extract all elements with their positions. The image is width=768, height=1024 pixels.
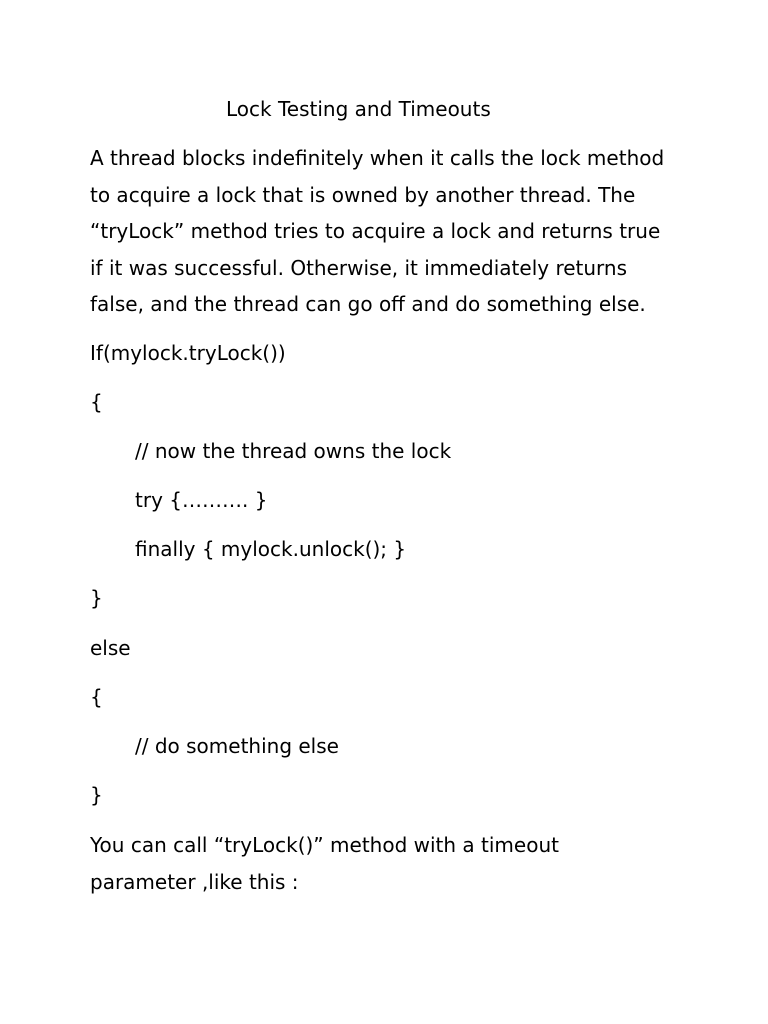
code-finally-block: finally { mylock.unlock(); } <box>135 537 407 561</box>
closing-paragraph <box>90 827 690 900</box>
intro-line: “tryLock” method tries to acquire a lock and returns true <box>90 219 661 243</box>
code-close-brace: } <box>90 783 103 807</box>
intro-line: false, and the thread can go off and do something else. <box>90 292 646 316</box>
code-open-brace: { <box>90 685 103 709</box>
code-comment: // now the thread owns the lock <box>135 439 452 463</box>
code-else: else <box>90 636 131 660</box>
document-title: Lock Testing and Timeouts <box>226 97 491 121</box>
code-try-block: try {………. } <box>135 488 268 512</box>
intro-line: if it was successful. Otherwise, it immediately returns <box>90 255 628 280</box>
closing-line: parameter ,like this : <box>90 869 299 894</box>
code-close-brace: } <box>90 586 103 610</box>
intro-line: to acquire a lock that is owned by another thread. The <box>90 182 636 207</box>
code-open-brace: { <box>90 390 103 414</box>
closing-line: You can call “tryLock()” method with a timeout <box>90 833 559 857</box>
code-if-statement: If(mylock.tryLock()) <box>90 341 286 365</box>
intro-line: A thread blocks indefinitely when it calls the lock method <box>90 146 665 170</box>
intro-paragraph <box>90 140 690 323</box>
code-comment: // do something else <box>135 734 339 758</box>
